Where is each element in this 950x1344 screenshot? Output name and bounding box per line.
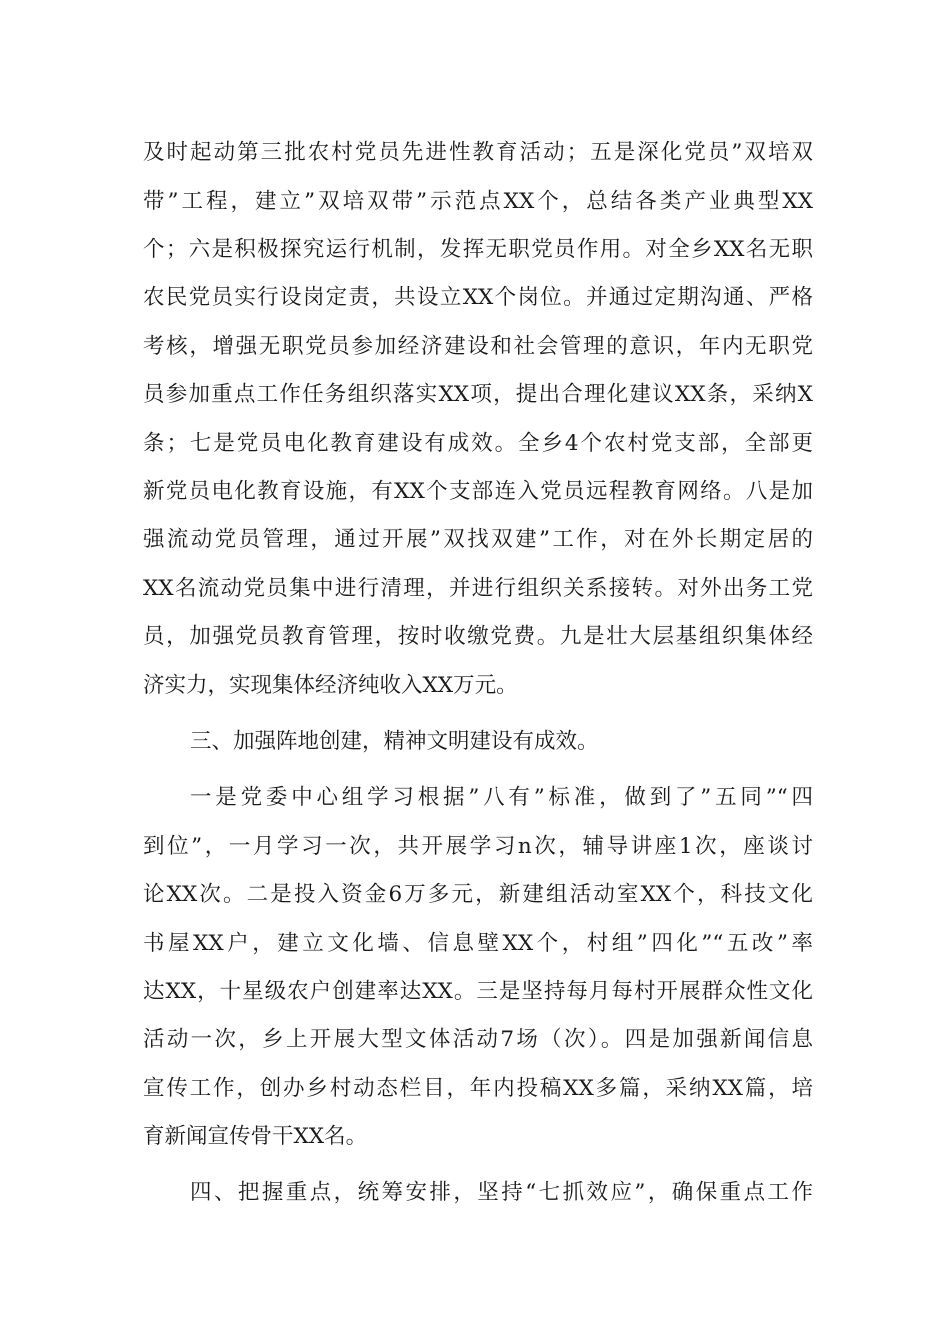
text-line: 及时起动第三批农村党员先进性教育活动；五是深化党员”双培双 (143, 140, 813, 165)
text-line: 济实力，实现集体经济纯收入XX万元。 (143, 673, 518, 698)
text-line: 书屋XX户，建立文化墙、信息壁XX个，村组”四化”“五改”率 (143, 931, 813, 956)
text-line: 考核，增强无职党员参加经济建设和社会管理的意识，年内无职党 (143, 334, 813, 359)
text-line: 宣传工作，创办乡村动态栏目，年内投稿XX多篇，采纳XX篇，培 (143, 1076, 813, 1101)
text-line: 达XX，十星级农户创建率达XX。三是坚持每月每村开展群众性文化 (143, 979, 813, 1004)
text-line: 带”工程，建立”双培双带”示范点XX个，总结各类产业典型XX (143, 189, 813, 214)
text-line: 强流动党员管理，通过开展”双找双建”工作，对在外长期定居的 (143, 527, 813, 552)
text-line: 到位”，一月学习一次，共开展学习n次，辅导讲座1次，座谈讨 (143, 834, 813, 859)
section-heading: 四、把握重点，统筹安排，坚持“七抓效应”，确保重点工作 (190, 1180, 813, 1205)
paragraph-first-line: 一是党委中心组学习根据”八有”标准，做到了”五同”“四 (190, 785, 813, 810)
text-line: 论XX次。二是投入资金6万多元，新建组活动室XX个，科技文化 (143, 882, 813, 907)
text-line: 员参加重点工作任务组织落实XX项，提出合理化建议XX条，采纳X (143, 382, 813, 407)
text-line: XX名流动党员集中进行清理，并进行组织关系接转。对外出务工党 (143, 576, 813, 601)
text-line: 条；七是党员电化教育建设有成效。全乡4个农村党支部，全部更 (143, 431, 813, 456)
text-line: 农民党员实行设岗定责，共设立XX个岗位。并通过定期沟通、严格 (143, 285, 813, 310)
text-line: 活动一次，乡上开展大型文体活动7场（次）。四是加强新闻信息 (143, 1027, 813, 1052)
text-line: 个；六是积极探究运行机制，发挥无职党员作用。对全乡XX名无职 (143, 237, 813, 262)
text-line: 育新闻宣传骨干XX名。 (143, 1124, 368, 1149)
text-line: 员，加强党员教育管理，按时收缴党费。九是壮大层基组织集体经 (143, 624, 813, 649)
text-line: 新党员电化教育设施，有XX个支部连入党员远程教育网络。八是加 (143, 479, 813, 504)
section-heading: 三、加强阵地创建，精神文明建设有成效。 (190, 729, 599, 754)
